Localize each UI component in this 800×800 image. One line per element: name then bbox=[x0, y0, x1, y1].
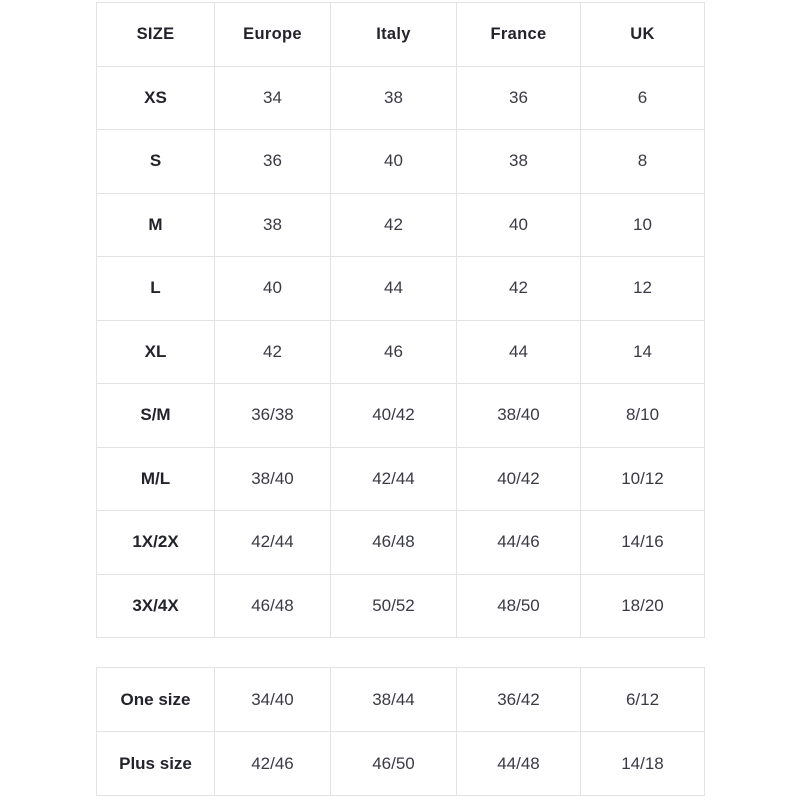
table-body bbox=[97, 66, 705, 638]
table-row bbox=[97, 732, 705, 796]
cell-france: 36 bbox=[457, 66, 581, 130]
row-label: XS bbox=[97, 66, 215, 130]
table-row bbox=[97, 668, 705, 732]
cell-europe: 42/46 bbox=[215, 732, 331, 796]
row-label: 3X/4X bbox=[97, 574, 215, 638]
row-label: One size bbox=[97, 668, 215, 732]
standard-size-conversion-table-wrapper bbox=[96, 2, 705, 638]
cell-uk: 12 bbox=[581, 257, 705, 321]
column-header-france: France bbox=[457, 3, 581, 67]
cell-france: 40/42 bbox=[457, 447, 581, 511]
cell-europe: 46/48 bbox=[215, 574, 331, 638]
table-header bbox=[97, 3, 705, 67]
table-row bbox=[97, 384, 705, 448]
cell-uk: 18/20 bbox=[581, 574, 705, 638]
table-header-row bbox=[97, 3, 705, 67]
cell-italy: 40 bbox=[331, 130, 457, 194]
cell-italy: 38 bbox=[331, 66, 457, 130]
row-label: XL bbox=[97, 320, 215, 384]
cell-uk: 6 bbox=[581, 66, 705, 130]
cell-europe: 36/38 bbox=[215, 384, 331, 448]
cell-france: 36/42 bbox=[457, 668, 581, 732]
column-header-italy: Italy bbox=[331, 3, 457, 67]
row-label: 1X/2X bbox=[97, 511, 215, 575]
cell-uk: 6/12 bbox=[581, 668, 705, 732]
table-row bbox=[97, 320, 705, 384]
cell-uk: 14/18 bbox=[581, 732, 705, 796]
table-row bbox=[97, 193, 705, 257]
table-body bbox=[97, 668, 705, 796]
cell-italy: 42 bbox=[331, 193, 457, 257]
cell-uk: 14/16 bbox=[581, 511, 705, 575]
table-row bbox=[97, 447, 705, 511]
table-row bbox=[97, 511, 705, 575]
cell-italy: 46 bbox=[331, 320, 457, 384]
cell-france: 48/50 bbox=[457, 574, 581, 638]
row-label: M bbox=[97, 193, 215, 257]
table-row bbox=[97, 130, 705, 194]
cell-france: 40 bbox=[457, 193, 581, 257]
column-header-uk: UK bbox=[581, 3, 705, 67]
row-label: Plus size bbox=[97, 732, 215, 796]
cell-uk: 8 bbox=[581, 130, 705, 194]
cell-europe: 42 bbox=[215, 320, 331, 384]
cell-uk: 10 bbox=[581, 193, 705, 257]
cell-italy: 46/48 bbox=[331, 511, 457, 575]
cell-europe: 42/44 bbox=[215, 511, 331, 575]
cell-uk: 10/12 bbox=[581, 447, 705, 511]
cell-europe: 34/40 bbox=[215, 668, 331, 732]
cell-italy: 40/42 bbox=[331, 384, 457, 448]
table-row bbox=[97, 66, 705, 130]
cell-europe: 38 bbox=[215, 193, 331, 257]
cell-france: 42 bbox=[457, 257, 581, 321]
row-label: M/L bbox=[97, 447, 215, 511]
cell-uk: 14 bbox=[581, 320, 705, 384]
cell-italy: 46/50 bbox=[331, 732, 457, 796]
cell-europe: 40 bbox=[215, 257, 331, 321]
cell-italy: 42/44 bbox=[331, 447, 457, 511]
cell-europe: 34 bbox=[215, 66, 331, 130]
cell-france: 44/46 bbox=[457, 511, 581, 575]
table-row bbox=[97, 574, 705, 638]
one-size-conversion-table bbox=[96, 667, 705, 796]
cell-europe: 36 bbox=[215, 130, 331, 194]
table-row bbox=[97, 257, 705, 321]
cell-france: 38 bbox=[457, 130, 581, 194]
cell-italy: 38/44 bbox=[331, 668, 457, 732]
column-header-europe: Europe bbox=[215, 3, 331, 67]
column-header-size: SIZE bbox=[97, 3, 215, 67]
row-label: L bbox=[97, 257, 215, 321]
cell-france: 38/40 bbox=[457, 384, 581, 448]
row-label: S bbox=[97, 130, 215, 194]
row-label: S/M bbox=[97, 384, 215, 448]
cell-italy: 50/52 bbox=[331, 574, 457, 638]
cell-france: 44/48 bbox=[457, 732, 581, 796]
one-size-conversion-table-wrapper bbox=[96, 667, 705, 796]
cell-uk: 8/10 bbox=[581, 384, 705, 448]
standard-size-conversion-table bbox=[96, 2, 705, 638]
cell-italy: 44 bbox=[331, 257, 457, 321]
cell-europe: 38/40 bbox=[215, 447, 331, 511]
cell-france: 44 bbox=[457, 320, 581, 384]
